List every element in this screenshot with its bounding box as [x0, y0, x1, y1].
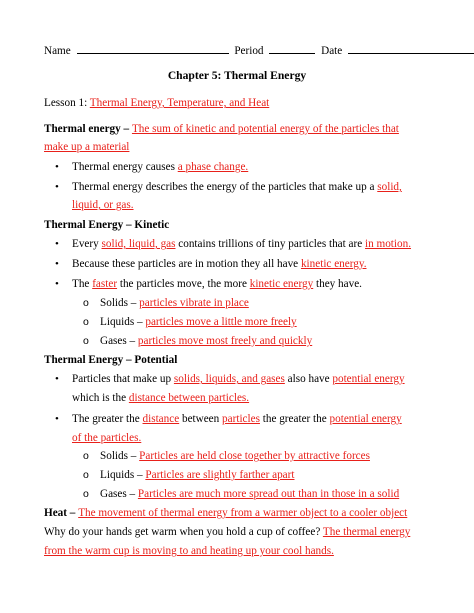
list-item: [72, 372, 405, 387]
sub-item-liquids: [100, 468, 294, 483]
list-item: [72, 257, 367, 272]
item-answer: solid, liquid, gas: [101, 238, 176, 250]
item-answer: kinetic energy.: [300, 258, 367, 270]
heat-question: [44, 525, 410, 540]
item-label: Gases –: [100, 335, 138, 347]
sub-item-liquids: [100, 315, 297, 330]
item-answer: in motion.: [365, 238, 411, 250]
lesson-line: [44, 96, 269, 111]
item-answer-cont: liquid, or gas.: [72, 199, 134, 211]
list-item: [72, 180, 402, 195]
date-blank[interactable]: [348, 43, 474, 54]
item-text: contains trillions of tiny particles that are: [175, 238, 365, 250]
item-answer: particles: [222, 413, 260, 425]
item-answer: distance: [142, 413, 180, 425]
dash: –: [67, 507, 79, 519]
list-item: [72, 237, 411, 252]
item-answer: Particles are slightly farther apart: [145, 469, 295, 481]
item-label: Gases –: [100, 488, 138, 500]
page-title: Chapter 5: Thermal Energy: [167, 69, 307, 82]
item-text: The: [72, 278, 93, 290]
item-label: Liquids –: [100, 469, 146, 481]
item-answer: distance between particles.: [128, 392, 250, 404]
item-answer: solids, liquids, and gases: [173, 373, 285, 385]
period-blank[interactable]: [269, 43, 315, 54]
question-answer-cont: from the warm cup is moving to and heating up your cool hands.: [44, 545, 334, 557]
sub-item-solids: [100, 296, 249, 311]
item-answer-cont: of the particles.: [72, 432, 142, 444]
item-text: Particles that make up: [72, 373, 174, 385]
item-label: Solids –: [100, 450, 140, 462]
question-text: Why do your hands get warm when you hold a cup of coffee?: [44, 526, 323, 538]
item-answer: potential energy: [332, 373, 405, 385]
header-line: [44, 43, 474, 59]
item-answer: particles move most freely and quickly: [137, 335, 313, 347]
list-item-cont: [72, 391, 249, 406]
item-answer: particles vibrate in place: [139, 297, 249, 309]
item-answer: solid,: [377, 181, 402, 193]
item-answer: particles move a little more freely: [145, 316, 297, 328]
list-item: [72, 160, 248, 175]
item-text: Thermal energy describes the energy of the particles that make up a: [72, 181, 378, 193]
item-answer: faster: [92, 278, 118, 290]
item-label: Solids –: [100, 297, 140, 309]
item-answer: kinetic energy: [249, 278, 314, 290]
item-text: the greater the: [259, 413, 330, 425]
name-label: Name: [44, 45, 71, 57]
thermal-energy-def: [44, 122, 399, 137]
sub-item-solids: [100, 449, 370, 464]
item-answer: Particles are held close together by attractive forces: [139, 450, 370, 462]
item-answer: a phase change.: [177, 161, 249, 173]
item-text: also have: [284, 373, 333, 385]
sub-item-gases: [100, 334, 312, 349]
question-answer: The thermal energy: [322, 526, 411, 538]
item-answer: Particles are much more spread out than in those in a solid: [137, 488, 400, 500]
heat-term: Heat: [44, 507, 67, 519]
date-label: Date: [321, 45, 343, 57]
item-text: between: [179, 413, 223, 425]
section-heading-kinetic: Thermal Energy – Kinetic: [44, 219, 170, 231]
lesson-label: Lesson 1:: [44, 97, 90, 109]
item-answer: potential energy: [329, 413, 402, 425]
item-text: Because these particles are in motion they all have: [72, 258, 301, 270]
thermal-energy-def-1: The sum of kinetic and potential energy of the particles that: [131, 123, 399, 135]
heat-definition: The movement of thermal energy from a warmer object to a cooler object: [78, 507, 408, 519]
item-text: Every: [72, 238, 102, 250]
lesson-topic: Thermal Energy, Temperature, and Heat: [89, 97, 270, 109]
name-blank[interactable]: [77, 43, 229, 54]
dash: –: [120, 123, 132, 135]
list-item: [72, 277, 362, 292]
sub-item-gases: [100, 487, 399, 502]
section-heading-potential: Thermal Energy – Potential: [44, 354, 178, 366]
item-text: they have.: [313, 278, 362, 290]
item-text: The greater the: [72, 413, 143, 425]
thermal-energy-def-2: make up a material: [44, 141, 130, 153]
item-text: Thermal energy causes: [72, 161, 178, 173]
item-text: the particles move, the more: [117, 278, 250, 290]
list-item: [72, 412, 402, 427]
item-label: Liquids –: [100, 316, 146, 328]
heat-def: [44, 506, 407, 521]
thermal-energy-term: Thermal energy: [44, 123, 121, 135]
period-label: Period: [234, 45, 264, 57]
item-text: which is the: [72, 392, 129, 404]
